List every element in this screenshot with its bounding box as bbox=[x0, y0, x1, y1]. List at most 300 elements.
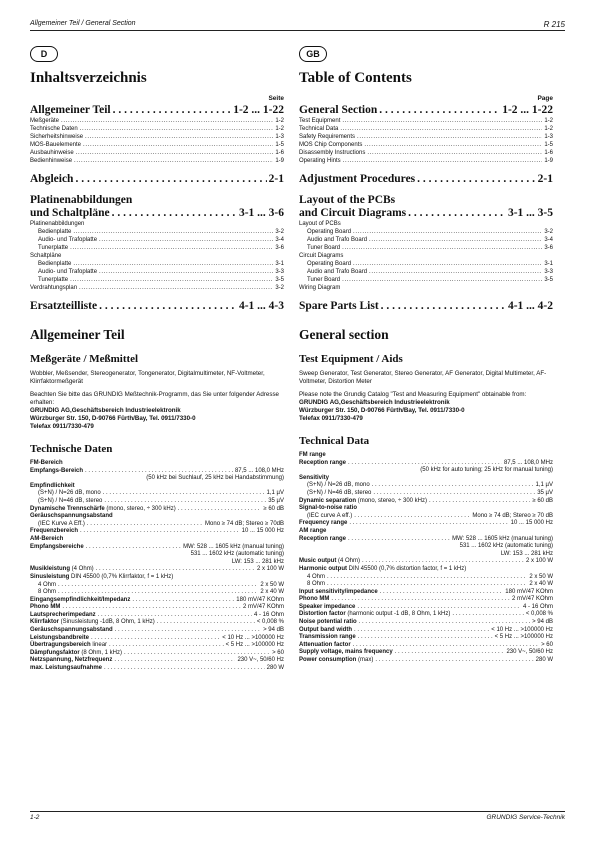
toc-entry-pages: 3-1 ... 3-6 bbox=[238, 207, 284, 219]
toc-item-page: 1-2 bbox=[275, 126, 284, 132]
spec-row bbox=[30, 627, 284, 635]
toc-pcb-items-en bbox=[299, 220, 553, 292]
spec-label: Reception range bbox=[299, 535, 347, 542]
spec-row bbox=[30, 468, 284, 476]
catalog-note-de bbox=[30, 391, 284, 431]
toc-item[interactable] bbox=[299, 276, 553, 284]
leader-dots bbox=[353, 228, 542, 236]
toc-item-page: 3-6 bbox=[275, 245, 284, 251]
toc-item[interactable] bbox=[299, 268, 553, 276]
spec-label-note: (harmonic output -1 dB, 8 Ohm, 1 kHz) bbox=[345, 611, 451, 618]
leader-dots bbox=[61, 117, 273, 125]
spec-label-note: (8 Ohm, 1 kHz) bbox=[79, 649, 123, 656]
toc-item[interactable] bbox=[30, 244, 284, 252]
toc-group-label: Layout of PCBs bbox=[299, 221, 341, 227]
toc-item-label: Disassembly Instructions bbox=[299, 150, 366, 156]
spec-label: Music output bbox=[299, 558, 337, 565]
spec-row bbox=[30, 498, 284, 506]
leader-dots bbox=[343, 157, 543, 165]
toc-item-page: 3-2 bbox=[544, 229, 553, 235]
toc-item[interactable] bbox=[30, 236, 284, 244]
leader-dots bbox=[76, 149, 274, 157]
spec-label: Klirrfaktor bbox=[30, 619, 60, 626]
toc-item-page: 3-5 bbox=[544, 277, 553, 283]
spec-label: Lautsprecherimpedanz bbox=[30, 611, 96, 618]
spec-row bbox=[30, 490, 284, 498]
spec-value: 2 x 100 W bbox=[256, 566, 284, 573]
leader-dots bbox=[369, 236, 542, 244]
spec-row bbox=[299, 566, 553, 574]
spec-label: Übertragungsbereich bbox=[30, 642, 91, 649]
toc-item-label: Bedienplatte bbox=[38, 229, 72, 235]
leader-dots bbox=[342, 244, 542, 252]
toc-item-label: Bedienplatte bbox=[38, 261, 72, 267]
toc-item-page: 1-6 bbox=[544, 150, 553, 156]
toc-entry-spare-en[interactable] bbox=[299, 300, 553, 313]
spec-label: Sinusleistung bbox=[30, 573, 70, 580]
leader-dots bbox=[408, 207, 506, 220]
address-line: GRUNDIG AG,Geschäftsbereich Industrieelektronik bbox=[299, 399, 450, 406]
spec-value: 2 x 40 W bbox=[260, 589, 284, 596]
spec-label: Distortion factor bbox=[299, 611, 346, 618]
spec-label: Phono MM bbox=[299, 596, 330, 603]
spec-row bbox=[30, 597, 284, 605]
toc-entry-spare-de[interactable] bbox=[30, 300, 284, 313]
spec-row bbox=[299, 558, 553, 566]
toc-item-label: Ausbauhinweise bbox=[30, 150, 74, 156]
spec-row bbox=[299, 460, 553, 468]
spec-row bbox=[299, 520, 553, 528]
spec-value: 35 µV bbox=[537, 489, 553, 496]
toc-item-label: Operating Board bbox=[307, 261, 352, 267]
spec-row bbox=[299, 490, 553, 498]
spec-row bbox=[30, 544, 284, 552]
toc-item[interactable] bbox=[30, 141, 284, 149]
spec-label: (S+N) / N=26 dB, mono bbox=[307, 482, 370, 489]
toc-item[interactable] bbox=[299, 236, 553, 244]
spec-value: 230 V~, 50/60 Hz bbox=[237, 657, 284, 664]
toc-item-label: MOS Chip Components bbox=[299, 142, 363, 148]
toc-entry-general-de[interactable] bbox=[30, 104, 284, 117]
spec-label: Eingangsempfindlichkeit/Impedanz bbox=[30, 596, 131, 603]
toc-pcb-items-de bbox=[30, 220, 284, 292]
toc-item-label: Bedienhinweise bbox=[30, 158, 73, 164]
leader-dots bbox=[73, 228, 273, 236]
toc-item-label: Tuner Board bbox=[307, 277, 341, 283]
toc-item-label: Verdrahtungsplan bbox=[30, 285, 78, 291]
spec-value: 10 ... 15 000 Hz bbox=[510, 520, 553, 527]
toc-item[interactable] bbox=[30, 284, 284, 292]
spec-label: 8 Ohm bbox=[38, 589, 57, 596]
spec-label: Geräuschspannungsabstand bbox=[30, 627, 113, 634]
spec-row bbox=[30, 650, 284, 658]
spec-value: MW: 528 ... 1605 kHz (manual tuning) bbox=[183, 543, 284, 550]
spec-label: Input sensitivity/impedance bbox=[299, 588, 378, 595]
leader-dots bbox=[369, 268, 542, 276]
spec-label: Speaker impedance bbox=[299, 603, 356, 610]
spec-row bbox=[299, 589, 553, 597]
address-line: Würzburger Str. 150, D-90766 Fürth/Bay, Tel. 0911/7330-0 bbox=[299, 407, 465, 414]
footer-publisher: GRUNDIG Service-Technik bbox=[486, 814, 565, 821]
toc-general-items-en bbox=[299, 117, 553, 165]
spec-value: 180 mV/47 KOhm bbox=[505, 588, 553, 595]
toc-entry-pcb-en[interactable] bbox=[299, 194, 553, 220]
leader-dots bbox=[357, 133, 542, 141]
language-badge-de: D bbox=[30, 46, 58, 62]
leader-dots bbox=[99, 236, 273, 244]
toc-entry-title: Ersatzteilliste bbox=[30, 300, 98, 312]
toc-item[interactable] bbox=[299, 133, 553, 141]
toc-entry-title-line1: Layout of the PCBs bbox=[299, 194, 396, 206]
spec-label-note: DIN 45500 (0,7% distortion factor, f = 1 kHz) bbox=[347, 565, 467, 572]
spec-label-note: (Sinusleistung -1dB, 8 Ohm, 1 kHz) bbox=[59, 619, 155, 626]
spec-value: 10 ... 15 000 Hz bbox=[241, 528, 284, 535]
spec-value: < 10 Hz ... >100000 Hz bbox=[491, 626, 553, 633]
spec-label: 4 Ohm bbox=[307, 573, 326, 580]
tech-data-title-en: Technical Data bbox=[299, 435, 370, 447]
toc-group-label: Circuit Diagrams bbox=[299, 253, 344, 259]
spec-label: Attenuation factor bbox=[299, 641, 351, 648]
toc-item[interactable] bbox=[30, 157, 284, 165]
leader-dots bbox=[112, 207, 237, 220]
spec-label: Empfangs-Bereich bbox=[30, 467, 84, 474]
toc-item-page: 3-4 bbox=[275, 237, 284, 243]
page-footer bbox=[30, 811, 565, 822]
spec-label: Leistungsbandbreite bbox=[30, 634, 90, 641]
toc-item-label: Operating Board bbox=[307, 229, 352, 235]
leader-dots bbox=[80, 125, 274, 133]
section-title-de: Allgemeiner Teil bbox=[30, 327, 125, 342]
spec-label-note: (4 Ohm) bbox=[70, 566, 94, 573]
spec-value: 2 x 100 W bbox=[525, 558, 553, 565]
toc-entry-title-line1: Platinenabbildungen bbox=[30, 194, 133, 206]
page-column-label-en: Page bbox=[537, 95, 553, 102]
toc-item[interactable] bbox=[30, 149, 284, 157]
spec-value: 1,1 µV bbox=[266, 490, 284, 497]
toc-item-page: 3-5 bbox=[275, 277, 284, 283]
toc-item[interactable] bbox=[30, 125, 284, 133]
address-line: Würzburger Str. 150, D-90766 Fürth/Bay, Tel. 0911/7330-0 bbox=[30, 415, 196, 422]
toc-general-items-de bbox=[30, 117, 284, 165]
leader-dots bbox=[113, 104, 232, 117]
spec-label: (S+N) / N=46 dB, stereo bbox=[38, 497, 103, 504]
spec-value: 87,5 ... 108,0 MHz bbox=[503, 459, 553, 466]
toc-item[interactable] bbox=[30, 133, 284, 141]
spec-value: > 60 bbox=[541, 641, 553, 648]
toc-item-page: 1-2 bbox=[544, 126, 553, 132]
spec-row bbox=[30, 506, 284, 514]
spec-value: > 60 bbox=[272, 649, 284, 656]
spec-table-de bbox=[30, 460, 284, 673]
toc-entry-title: Allgemeiner Teil bbox=[30, 104, 111, 116]
spec-value: MW: 528 ... 1605 kHz (manual tuning) bbox=[452, 535, 553, 542]
spec-label: Dynamic separation bbox=[299, 497, 357, 504]
spec-label: Frequency range bbox=[299, 520, 348, 527]
spec-row bbox=[30, 566, 284, 574]
toc-item-page: 1-9 bbox=[275, 158, 284, 164]
toc-item-label: Audio and Trafo Board bbox=[307, 269, 368, 275]
leader-dots bbox=[367, 149, 542, 157]
toc-entry-pages: 3-1 ... 3-5 bbox=[507, 207, 553, 219]
toc-item-label: Tunerplatte bbox=[38, 277, 69, 283]
leader-dots bbox=[99, 300, 237, 313]
spec-value: 180 mV/47 KOhm bbox=[236, 596, 284, 603]
toc-item-label: Wiring Diagram bbox=[299, 285, 341, 291]
spec-label: Dämpfungsfaktor bbox=[30, 649, 80, 656]
spec-label: (IEC curve A eff.) bbox=[307, 512, 353, 519]
spec-value: 230 V~, 50/60 Hz bbox=[506, 649, 553, 656]
spec-heading: Signal-to-noise ratio bbox=[299, 505, 358, 512]
leader-dots bbox=[75, 173, 266, 186]
leader-dots bbox=[83, 141, 273, 149]
toc-group-label: Schaltpläne bbox=[30, 253, 62, 259]
spec-row bbox=[299, 657, 553, 665]
spec-value: 4 - 16 Ohm bbox=[522, 603, 553, 610]
spec-row bbox=[299, 574, 553, 582]
leader-dots bbox=[79, 284, 273, 292]
leader-dots bbox=[353, 260, 542, 268]
toc-item-label: Technical Data bbox=[299, 126, 339, 132]
toc-item-label: Operating Hints bbox=[299, 158, 341, 164]
toc-item-page: 1-3 bbox=[275, 134, 284, 140]
toc-item-page: 1-3 bbox=[544, 134, 553, 140]
toc-item-label: Meßgeräte bbox=[30, 118, 60, 124]
spec-value: < 0,008 % bbox=[256, 619, 284, 626]
spec-label-note: (max) bbox=[356, 657, 374, 664]
toc-item-page: 3-1 bbox=[275, 261, 284, 267]
leader-dots bbox=[342, 117, 542, 125]
header-model: R 215 bbox=[543, 20, 565, 29]
spec-row bbox=[299, 498, 553, 506]
leader-dots bbox=[364, 141, 542, 149]
toc-entry-pages: 4-1 ... 4-3 bbox=[238, 300, 284, 312]
spec-value: 4 - 16 Ohm bbox=[253, 611, 284, 618]
spec-row bbox=[30, 612, 284, 620]
toc-item-page: 1-5 bbox=[544, 142, 553, 148]
toc-item[interactable] bbox=[299, 149, 553, 157]
catalog-note-en bbox=[299, 391, 553, 423]
spec-heading: Geräuschspannungsabstand bbox=[30, 513, 113, 520]
toc-item[interactable] bbox=[299, 125, 553, 133]
tech-data-title-de: Technische Daten bbox=[30, 443, 113, 455]
spec-value: 87,5 ... 108,0 MHz bbox=[234, 467, 284, 474]
toc-item[interactable] bbox=[30, 228, 284, 236]
toc-item-label: Technische Daten bbox=[30, 126, 78, 132]
equipment-title-de: Meßgeräte / Meßmittel bbox=[30, 353, 139, 365]
toc-item[interactable] bbox=[30, 276, 284, 284]
toc-item-page: 1-2 bbox=[275, 118, 284, 124]
toc-item-label: Audio- und Trafoplatte bbox=[38, 237, 98, 243]
leader-dots bbox=[70, 244, 273, 252]
spec-row bbox=[30, 521, 284, 529]
spec-note: (50 kHz bei Suchlauf, 25 kHz bei Handabstimmung) bbox=[146, 475, 284, 482]
section-title-en: General section bbox=[299, 327, 389, 342]
spec-value: ≥ 60 dB bbox=[532, 497, 553, 504]
spec-label: Output band width bbox=[299, 626, 352, 633]
toc-item-page: 1-5 bbox=[275, 142, 284, 148]
spec-label: Supply voltage, mains frequency bbox=[299, 649, 393, 656]
page-column-label-de: Seite bbox=[268, 95, 284, 102]
spec-label-note: (mono, stereo, ÷ 300 kHz) bbox=[104, 505, 176, 512]
toc-item-page: 1-6 bbox=[275, 150, 284, 156]
header-section-label: Allgemeiner Teil / General Section bbox=[30, 20, 136, 27]
spec-row bbox=[299, 642, 553, 650]
spec-label: Reception range bbox=[299, 459, 347, 466]
leader-dots bbox=[74, 157, 273, 165]
spec-value-cont: LW: 153 ... 281 kHz bbox=[500, 550, 553, 557]
toc-entry-adjust-de[interactable] bbox=[30, 173, 284, 186]
toc-item[interactable] bbox=[299, 157, 553, 165]
footer-page-number: 1-2 bbox=[30, 814, 40, 821]
spec-value: 280 W bbox=[535, 657, 553, 664]
leader-dots bbox=[381, 300, 506, 313]
spec-label: Frequenzbereich bbox=[30, 528, 79, 535]
spec-row bbox=[30, 528, 284, 536]
toc-item-label: Audio and Trafo Board bbox=[307, 237, 368, 243]
toc-item[interactable] bbox=[299, 244, 553, 252]
spec-label: Musikleistung bbox=[30, 566, 71, 573]
toc-item-page: 3-4 bbox=[544, 237, 553, 243]
spec-label: Power consumption bbox=[299, 657, 357, 664]
toc-entry-adjust-en[interactable] bbox=[299, 173, 553, 186]
spec-value: > 94 dB bbox=[532, 619, 553, 626]
spec-row bbox=[30, 657, 284, 665]
spec-value: < 0,008 % bbox=[525, 611, 553, 618]
spec-row bbox=[299, 611, 553, 619]
toc-title-de: Inhaltsverzeichnis bbox=[30, 70, 147, 86]
spec-label-note: DIN 45500 (0,7% Klirrfaktor, f = 1 kHz) bbox=[69, 573, 174, 580]
spec-label: (S+N) / N=46 dB, stereo bbox=[307, 489, 372, 496]
toc-item[interactable] bbox=[299, 228, 553, 236]
german-column bbox=[30, 44, 284, 673]
toc-item-label: Sicherheitshinweise bbox=[30, 134, 84, 140]
toc-item-label: MOS-Bauelemente bbox=[30, 142, 82, 148]
spec-value: 2 x 40 W bbox=[529, 581, 553, 588]
toc-item[interactable] bbox=[299, 141, 553, 149]
spec-label: Transmission range bbox=[299, 634, 356, 641]
spec-row bbox=[30, 582, 284, 590]
spec-label-note: (mono, stereo, ÷ 300 kHz) bbox=[356, 497, 428, 504]
spec-heading: Empfindlichkeit bbox=[30, 482, 75, 489]
spec-label: Phono MM bbox=[30, 604, 61, 611]
spec-label: (S+N) / N=26 dB, mono bbox=[38, 490, 101, 497]
spec-row bbox=[299, 619, 553, 627]
toc-entry-pcb-de[interactable] bbox=[30, 194, 284, 220]
toc-item[interactable] bbox=[30, 117, 284, 125]
spec-row bbox=[299, 513, 553, 521]
leader-dots bbox=[99, 268, 273, 276]
spec-row bbox=[299, 482, 553, 490]
spec-value: 2 mV/47 KOhm bbox=[511, 596, 553, 603]
toc-item[interactable] bbox=[299, 260, 553, 268]
spec-value: 35 µV bbox=[268, 497, 284, 504]
toc-entry-title-line2: and Circuit Diagrams bbox=[299, 207, 407, 219]
spec-heading: Sensitivity bbox=[299, 474, 330, 481]
spec-note: (50 kHz for auto tuning; 25 kHz for manual tuning) bbox=[420, 467, 553, 474]
toc-title-en: Table of Contents bbox=[299, 70, 412, 86]
spec-value: 2 mV/47 KOhm bbox=[242, 604, 284, 611]
spec-row bbox=[30, 589, 284, 597]
spec-value: Mono ≥ 74 dB; Stereo ≥ 70dB bbox=[205, 520, 284, 527]
toc-item-page: 3-2 bbox=[275, 229, 284, 235]
toc-item-label: Audio- und Trafoplatte bbox=[38, 269, 98, 275]
toc-item[interactable] bbox=[30, 268, 284, 276]
toc-item-page: 3-3 bbox=[275, 269, 284, 275]
english-column bbox=[299, 44, 553, 665]
toc-item-page: 1-9 bbox=[544, 158, 553, 164]
spec-row bbox=[299, 536, 553, 544]
page-header bbox=[30, 18, 565, 31]
toc-entry-title: Adjustment Procedures bbox=[299, 173, 416, 185]
toc-item-label: Test Equipment bbox=[299, 118, 341, 124]
toc-entry-general-en[interactable] bbox=[299, 104, 553, 117]
leader-dots bbox=[73, 260, 273, 268]
spec-heading: AM range bbox=[299, 527, 327, 534]
spec-label: (IEC Kurve A Eff.) bbox=[38, 520, 85, 527]
spec-label: Netzspannung, Netzfrequenz bbox=[30, 657, 113, 664]
spec-label-note: (4 Ohm) bbox=[336, 558, 360, 565]
spec-value: ≥ 60 dB bbox=[263, 505, 284, 512]
spec-label: Harmonic output bbox=[299, 565, 347, 572]
spec-value-cont: 531 ... 1602 kHz (automatic tuning) bbox=[190, 551, 284, 558]
spec-label: 4 Ohm bbox=[38, 581, 57, 588]
toc-group-label: Platinenabbildungen bbox=[30, 221, 85, 227]
leader-dots bbox=[70, 276, 273, 284]
spec-row bbox=[299, 627, 553, 635]
spec-row bbox=[299, 596, 553, 604]
toc-item-label: Tunerplatte bbox=[38, 245, 69, 251]
address-line: GRUNDIG AG,Geschäftsbereich Industrieelektronik bbox=[30, 407, 181, 414]
spec-value: < 5 Hz ... >100000 Hz bbox=[225, 642, 284, 649]
leader-dots bbox=[340, 125, 542, 133]
spec-table-en bbox=[299, 452, 553, 665]
toc-item[interactable] bbox=[299, 284, 553, 292]
spec-row bbox=[299, 634, 553, 642]
toc-entry-pages: 4-1 ... 4-2 bbox=[507, 300, 553, 312]
spec-value: Mono ≥ 74 dB; Stereo ≥ 70 dB bbox=[472, 512, 553, 519]
spec-row bbox=[30, 604, 284, 612]
toc-entry-pages: 2-1 bbox=[268, 173, 284, 185]
address-line: Telefax 0911/7330-479 bbox=[299, 415, 363, 422]
spec-row bbox=[299, 604, 553, 612]
toc-item-label: Tuner Board bbox=[307, 245, 341, 251]
toc-item[interactable] bbox=[299, 117, 553, 125]
toc-item-page: 3-6 bbox=[544, 245, 553, 251]
leader-dots bbox=[85, 133, 273, 141]
toc-entry-title: Abgleich bbox=[30, 173, 74, 185]
spec-value: 1,1 µV bbox=[535, 482, 553, 489]
toc-entry-title: Spare Parts List bbox=[299, 300, 379, 312]
language-badge-gb: GB bbox=[299, 46, 327, 62]
toc-entry-title: General Section bbox=[299, 104, 378, 116]
toc-item-page: 1-2 bbox=[544, 118, 553, 124]
toc-entry-pages: 1-2 ... 1-22 bbox=[233, 104, 284, 116]
spec-value: > 94 dB bbox=[263, 627, 284, 634]
toc-item[interactable] bbox=[30, 260, 284, 268]
catalog-note-text: Beachten Sie bitte das GRUNDIG Meßtechnik-Programm, das Sie unter folgender Adresse erhalten: bbox=[30, 391, 279, 406]
toc-entry-pages: 2-1 bbox=[537, 173, 553, 185]
toc-item-page: 3-3 bbox=[544, 269, 553, 275]
spec-label: max. Leistungsaufnahme bbox=[30, 665, 103, 672]
equipment-text-de: Wobbler, Meßsender, Stereogenerator, Tongenerator, Digitalmultimeter, NF-Voltmeter, Klirrfaktormeßgerät bbox=[30, 370, 265, 385]
spec-heading: AM-Bereich bbox=[30, 535, 64, 542]
spec-value: < 10 Hz ... >100000 Hz bbox=[222, 634, 284, 641]
spec-value: 280 W bbox=[266, 665, 284, 672]
leader-dots bbox=[417, 173, 535, 186]
spec-row bbox=[30, 619, 284, 627]
spec-label-note: linear bbox=[90, 642, 108, 649]
leader-dots bbox=[342, 276, 542, 284]
